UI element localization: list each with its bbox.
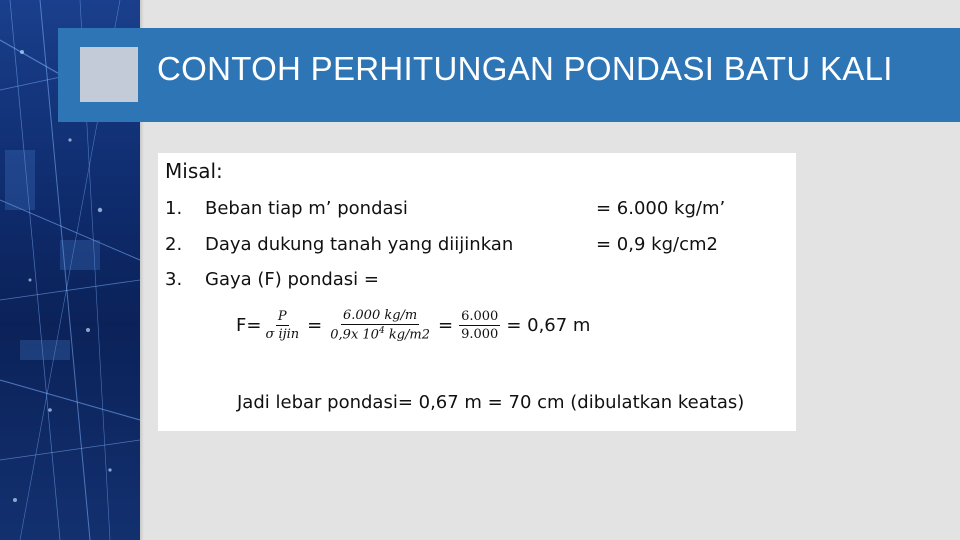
content-box [158, 153, 796, 431]
list-item-number: 3. [165, 269, 183, 290]
content-heading: Misal: [165, 159, 223, 183]
fraction-denominator [328, 325, 432, 342]
title-accent-square [80, 47, 138, 102]
list-item-value: = 0,9 kg/cm2 [596, 234, 718, 255]
fraction-denominator: 9.000 [461, 326, 499, 342]
equals-sign: = [438, 314, 454, 336]
fraction-p-over-sigma [263, 309, 301, 342]
fraction-denominator: σ ijin [265, 326, 300, 342]
list-item-label: Daya dukung tanah yang diijinkan [205, 234, 514, 255]
slide-title: CONTOH PERHITUNGAN PONDASI BATU KALI [157, 50, 893, 87]
equals-sign: = [307, 314, 323, 336]
fraction-numerator: P [277, 308, 287, 324]
denominator-unit: kg/m2 [384, 327, 430, 343]
denominator-base: 0,9x 10 [330, 327, 379, 343]
list-item-label: Beban tiap m’ pondasi [205, 198, 408, 219]
denominator-exponent: 4 [378, 325, 385, 336]
list-item [165, 269, 379, 290]
list-item [165, 198, 408, 219]
fraction-values [328, 308, 432, 342]
list-item-number: 1. [165, 198, 183, 219]
fraction-numerator: 6.000 kg/m [343, 307, 418, 323]
force-formula [236, 301, 590, 349]
formula-lhs: F= [236, 314, 262, 336]
fraction-numerator: 6.000 [461, 308, 499, 324]
list-item [165, 234, 513, 255]
conclusion-text: Jadi lebar pondasi= 0,67 m = 70 cm (dibulatkan keatas) [237, 392, 745, 413]
fraction-numeric [459, 309, 500, 342]
list-item-number: 2. [165, 234, 183, 255]
formula-result: = 0,67 m [506, 314, 591, 336]
list-item-label: Gaya (F) pondasi = [205, 269, 379, 290]
list-item-value: = 6.000 kg/m’ [596, 198, 726, 219]
